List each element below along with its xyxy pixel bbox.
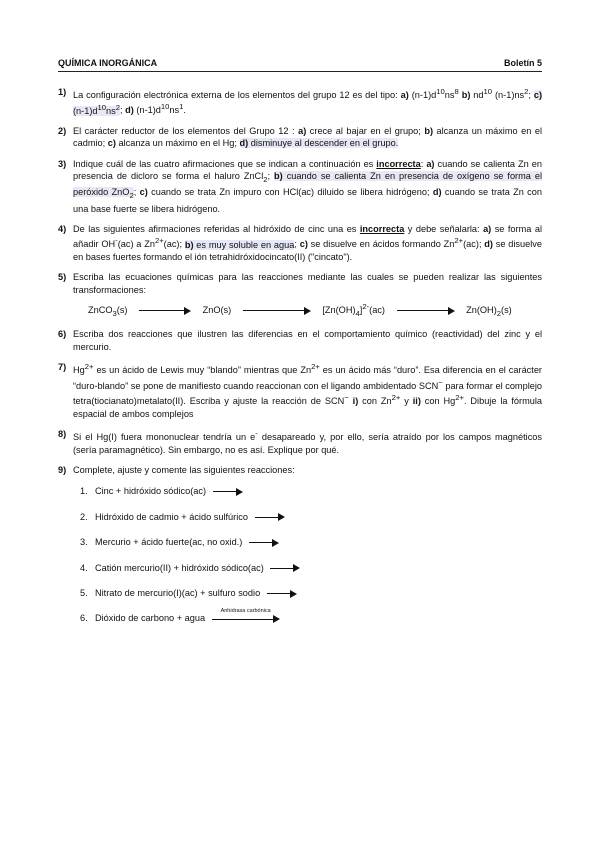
highlighted-option: b) es muy soluble en agua: [184, 239, 295, 250]
question-text: $Hg^{2+}$ es un ácido de Lewis muy “blando” mientras que $Zn^{2+}$ es un ácido más “duro”. Esa diferencia en el carácter “duro-blando” se pone de manifiesto cuando reaccionan con el ligando ambidentado SCN− para formar el complejo tetra(tiocianato)metalato(II). Escriba y ajuste la reacción de SCN− i) con $Zn^{2+}$ y ii) con $Hg^{2+}$. Dibuje la fórmula espacial de ambos complejos: [73, 362, 543, 419]
list-item: 3. Mercurio + ácido fuerte(ac, no oxid.): [95, 536, 542, 548]
species-zn-oh-2: $Zn(OH)_2(s)$: [466, 305, 512, 319]
question-text: Escriba las ecuaciones químicas para las reacciones mediante las cuales se pueden realizar las siguientes transformaciones:: [73, 272, 542, 295]
question-4: [58, 223, 542, 263]
reaction-arrow-icon: [139, 307, 191, 315]
question-number: 4): [58, 224, 67, 235]
question-number: 8): [58, 429, 67, 440]
reaction-arrow-icon: [249, 539, 279, 547]
species-znco3: ZnCO$_3$(s): [88, 305, 128, 319]
question-text: Escriba dos reacciones que ilustren las diferencias en el comportamiento químico (reactividad) del zinc y el mercurio.: [73, 329, 542, 352]
highlighted-option: d) disminuye al descender en el grupo.: [239, 138, 399, 149]
reaction-arrow-icon: [397, 307, 455, 315]
question-8: [58, 428, 542, 456]
list-item: 2. Hidróxido de cadmio + ácido sulfúrico: [95, 511, 542, 523]
question-number: 7): [58, 362, 67, 373]
question-text: Indique cuál de las cuatro afirmaciones que se indican a continuación es incorrecta: a) cuando se calienta Zn en presencia de dicloro se forma el haluro ZnCl$_2$; b) cuando se calienta Zn en presencia de oxígeno se forma el peróxido ZnO$_2$; c) cuando se trata Zn impuro con HCl(ac) diluido se libera hidrógeno; d) cuando se trata Zn con una base fuerte se libera hidrógeno.: [73, 158, 543, 214]
question-3: [58, 158, 542, 215]
list-item: 1. Cinc + hidróxido sódico(ac): [95, 485, 542, 497]
question-7: [58, 361, 542, 420]
list-item: 4. Catión mercurio(II) + hidróxido sódico(ac): [95, 562, 542, 574]
highlighted-option: c) $(n-1)d^{10}ns^2$: [73, 90, 543, 116]
course-title: QUÍMICA INORGÁNICA: [58, 58, 158, 68]
catalyst-label: Anhidrasa carbónica: [220, 607, 271, 614]
species-zno: ZnO(s): [202, 305, 232, 316]
question-list: [58, 86, 542, 638]
question-2: [58, 125, 542, 150]
question-number: 2): [58, 125, 67, 136]
question-number: 5): [58, 272, 67, 283]
reaction-arrow-icon: [212, 615, 280, 623]
question-text: Complete, ajuste y comente las siguientes reacciones:: [73, 464, 295, 475]
question-text: El carácter reductor de los elementos del Grupo 12 : a) crece al bajar en el grupo; b) alcanza un máximo en el cadmio; c) alcanza un máximo en el Hg; d) disminuye al descender en el grupo.: [73, 125, 542, 149]
species-zincate: $[Zn(OH)_4]^{2-}(ac)$: [322, 302, 385, 319]
reaction-arrow-icon: [243, 307, 311, 315]
bulletin-number: Boletín 5: [503, 58, 542, 68]
question-number: 9): [58, 464, 67, 475]
reaction-list: [73, 485, 542, 625]
question-number: 6): [58, 329, 67, 340]
page-header: [58, 57, 542, 72]
reaction-arrow-icon: [213, 488, 243, 496]
catalyzed-arrow: [212, 607, 280, 625]
reaction-arrow-icon: [255, 513, 285, 521]
question-1: [58, 86, 542, 117]
transformation-sequence: [88, 301, 542, 320]
question-text: Si el Hg(I) fuera mononuclear tendría un e- desapareado y, por ello, sería atraído por los campos magnéticos (sería paramagnético). Sin embargo, no es así. Explique por qué.: [73, 429, 542, 455]
list-item: 6. Dióxido de carbono + agua Anhidrasa carbónica: [95, 612, 542, 625]
reaction-arrow-icon: [267, 590, 297, 598]
question-number: 3): [58, 158, 67, 169]
question-text: De las siguientes afirmaciones referidas al hidróxido de cinc una es incorrecta y debe señalarla: a) se forma al añadir OH-(ac) a $Zn^{2+}(ac)$; b) es muy soluble en agua; c) se disuelve en ácidos formando $Zn^{2+}(ac)$; d) se disuelve en bases fuertes formando el ión tetrahidróxidocincato(II) ("cincato").: [73, 224, 542, 262]
reaction-arrow-icon: [270, 564, 300, 572]
question-6: [58, 328, 542, 353]
question-9: [58, 464, 542, 625]
question-text: La configuración electrónica externa de los elementos del grupo 12 es del tipo: a) $(n-1)d^{10}ns^8$ b) $nd^{10}$ $(n-1)ns^2$; c) $(n-1)d^{10}ns^2$; d) $(n-1)d^{10}ns^1$.: [73, 87, 543, 116]
highlighted-option: b) cuando se calienta Zn en presencia de oxígeno se forma el peróxido ZnO$_2$: [73, 171, 543, 201]
list-item: 5. Nitrato de mercurio(I)(ac) + sulfuro sodio: [95, 587, 542, 599]
question-5: [58, 271, 542, 320]
question-number: 1): [58, 87, 67, 97]
